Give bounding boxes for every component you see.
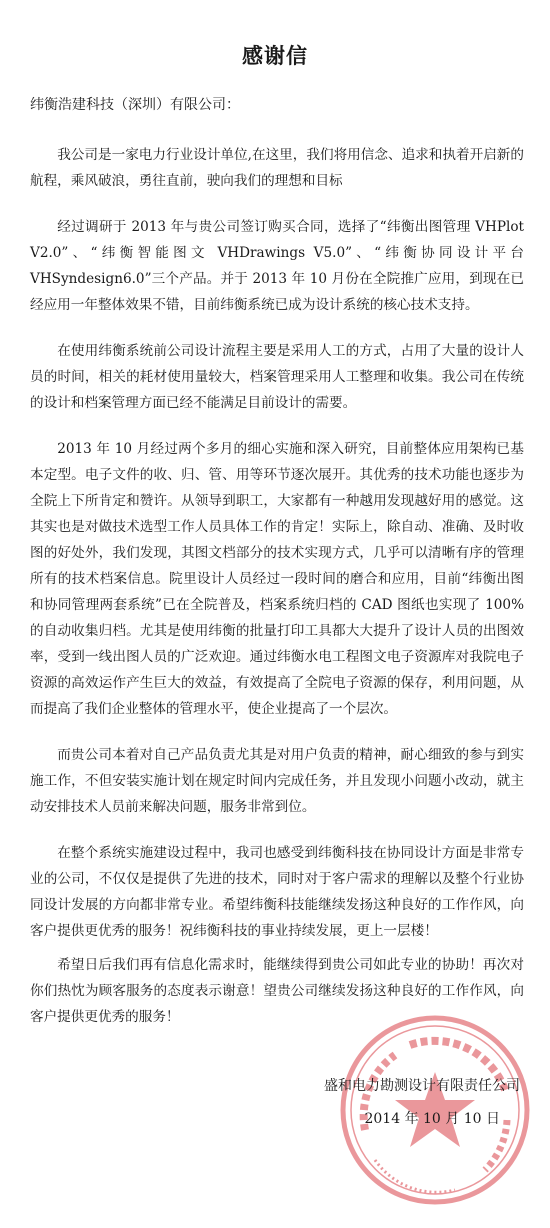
letter-salutation: 纬衡浩建科技（深圳）有限公司： [30, 97, 240, 113]
paragraph-implementation: 2013 年 10 月经过两个多月的细心实施和深入研究，目前整体应用架构已基本定型。电子文件的收、归、管、用等环节逐次展开。其优秀的技术功能也逐步为全院上下所肯定和赞许。从领导到职工，大家都有一种越用发现越好用的感觉。这其实也是对做技术选型工作人员具体工作的肯定！实际上，除自动、准确、及时收图的好处外，我们发现，其图文档部分的技术实现方式，几乎可以清晰有序的管理所有的技术档案信息。院里设计人员经过一段时间的磨合和应用，目前“纬衡出图和协同管理两套系统”已在全院普及，档案系统归档的 CAD 图纸也实现了 100%的自动收集归档。尤其是使用纬衡的批量打印工具都大大提升了设计人员的出图效率，受到一线出图人员的广泛欢迎。通过纬衡水电工程图文电子资源库对我院电子资源的高效运作产生巨大的效益，有效提高了全院电子资源的保存，利用问题，从而提高了我们企业整体的管理水平，使企业提高了一个层次。 [30, 441, 524, 717]
paragraph-before: 在使用纬衡系统前公司设计流程主要是采用人工的方式，占用了大量的设计人员的时间，相关的耗材使用量较大，档案管理采用人工整理和收集。我公司在传统的设计和档案管理方面已经不能满足目前设计的需要。 [30, 343, 524, 411]
letter-title: 感谢信 [242, 44, 308, 68]
signature-date: 2014 年 10 月 10 日 [364, 1111, 500, 1127]
paragraph-professional: 在整个系统实施建设过程中，我司也感受到纬衡科技在协同设计方面是非常专业的公司，不仅仅是提供了先进的技术，同时对于客户需求的理解以及整个行业协同设计发展的方向都非常专业。希望纬衡科技能继续发扬这种良好的工作作风，向客户提供更优秀的服务！祝纬衡科技的事业持续发展，更上一层楼！ [30, 845, 524, 939]
paragraph-closing: 希望日后我们再有信息化需求时，能继续得到贵公司如此专业的协助！再次对你们热忱为顾客服务的态度表示谢意！望贵公司继续发扬这种良好的工作作风，向客户提供更优秀的服务！ [30, 957, 524, 1025]
signature-organization: 盛和电力勘测设计有限责任公司 [324, 1078, 520, 1094]
paragraph-purchase: 经过调研于 2013 年与贵公司签订购买合同，选择了“纬衡出图管理 VHPlot V2.0”、“纬衡智能图文 VHDrawings V5.0”、“纬衡协同设计平台 VHSyndesign6.0”三个产品。并于 2013 年 10 月份在全院推广应用，到现在已经应用一年整体效果不错，目前纬衡系统已成为设计系统的核心技术支持。 [30, 219, 524, 313]
letter-body [30, 142, 524, 1050]
paragraph-service: 而贵公司本着对自己产品负责尤其是对用户负责的精神，耐心细致的参与到实施工作，不但安装实施计划在规定时间内完成任务，并且发现小问题小改动，就主动安排技术人员前来解决问题，服务非常到位。 [30, 747, 524, 815]
paragraph-intro: 我公司是一家电力行业设计单位,在这里，我们将用信念、追求和执着开启新的航程，乘风破浪，勇往直前，驶向我们的理想和目标 [30, 147, 524, 189]
